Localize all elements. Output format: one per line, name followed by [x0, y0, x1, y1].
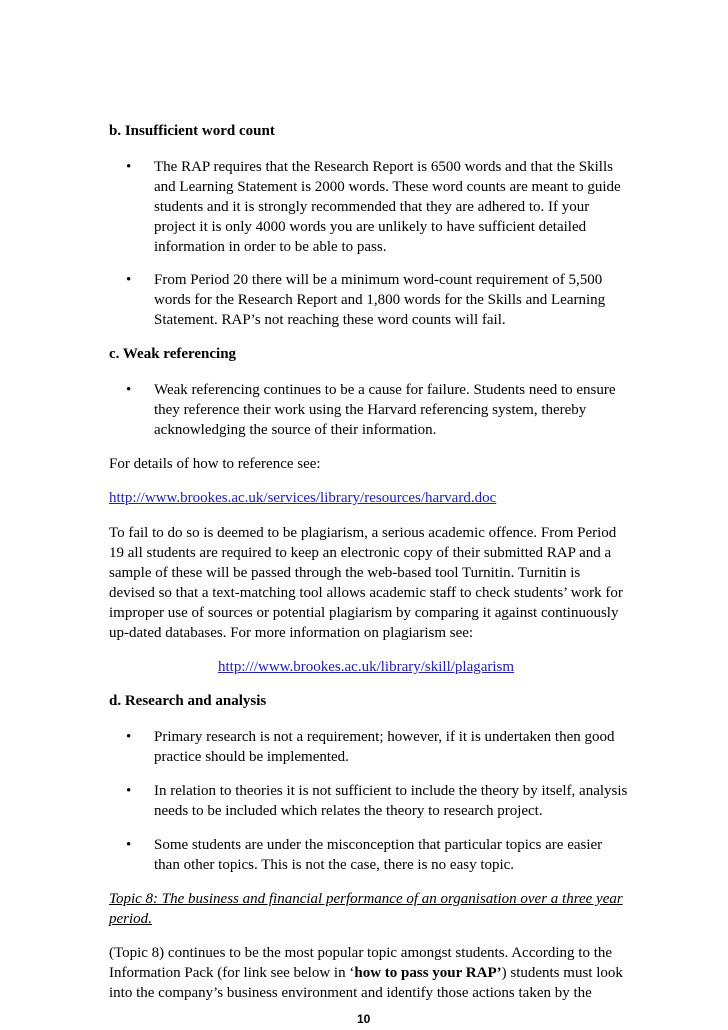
heading-weak-referencing: c. Weak referencing	[109, 346, 237, 362]
harvard-reference-link[interactable]: http://www.brookes.ac.uk/services/library/resources/harvard.doc	[109, 490, 497, 506]
plagiarism-para-line4: devised so that a text-matching tool allows academic staff to check students’ work for	[109, 585, 623, 601]
page-number: 10	[357, 1012, 371, 1026]
plagiarism-info-link[interactable]: http:///www.brookes.ac.uk/library/skill/plagarism	[218, 659, 515, 675]
bullet-marker: •	[126, 729, 132, 745]
topic-para-line2-pre: Information Pack (for link see below in ‘	[109, 965, 355, 981]
bullet-b1-line3: students and it is strongly recommended that they are adhered to. If your	[154, 199, 590, 215]
plagiarism-para-line2: 19 all students are required to keep an electronic copy of their submitted RAP and a	[109, 545, 612, 561]
plagiarism-para-line6: up-dated databases. For more information on plagiarism see:	[109, 625, 474, 641]
reference-details-text: For details of how to reference see:	[109, 456, 321, 472]
topic-para-line2	[109, 963, 623, 983]
bullet-marker: •	[126, 272, 132, 288]
bullet-b2-line1: From Period 20 there will be a minimum word-count requirement of 5,500	[154, 272, 603, 288]
bullet-d1-line1: Primary research is not a requirement; however, if it is undertaken then good	[154, 729, 615, 745]
bullet-marker: •	[126, 783, 132, 799]
bullet-b1-line1: The RAP requires that the Research Report is 6500 words and that the Skills	[154, 159, 613, 175]
bullet-d2-line2: needs to be included which relates the theory to research project.	[154, 803, 543, 819]
topic-para-line2-post: ) students must look	[501, 965, 623, 981]
bullet-c1-line1: Weak referencing continues to be a cause for failure. Students need to ensure	[154, 382, 616, 398]
topic-8-title-line2: period.	[109, 911, 152, 927]
bullet-d3-line2: than other topics. This is not the case, there is no easy topic.	[154, 857, 515, 873]
bullet-d2-line1: In relation to theories it is not sufficient to include the theory by itself, analysis	[154, 783, 628, 799]
plagiarism-para-line1: To fail to do so is deemed to be plagiarism, a serious academic offence. From Period	[109, 525, 617, 541]
bullet-marker: •	[126, 837, 132, 853]
bullet-c1-line3: acknowledging the source of their information.	[154, 422, 437, 438]
bullet-d1-line2: practice should be implemented.	[154, 749, 349, 765]
heading-insufficient-word-count: b. Insufficient word count	[109, 123, 275, 139]
bullet-b2-line3: Statement. RAP’s not reaching these word counts will fail.	[154, 312, 506, 328]
bullet-d3-line1: Some students are under the misconception that particular topics are easier	[154, 837, 603, 853]
bullet-b1-line5: information in order to be able to pass.	[154, 239, 387, 255]
heading-research-and-analysis: d. Research and analysis	[109, 693, 267, 709]
topic-8-title-line1: Topic 8: The business and financial performance of an organisation over a three year	[109, 891, 623, 907]
bullet-b2-line2: words for the Research Report and 1,800 words for the Skills and Learning	[154, 292, 606, 308]
bullet-b1-line4: project it is only 4000 words you are unlikely to have sufficient detailed	[154, 219, 587, 235]
bullet-c1-line2: they reference their work using the Harvard referencing system, thereby	[154, 402, 587, 418]
topic-para-line1: (Topic 8) continues to be the most popular topic amongst students. According to the	[109, 945, 613, 961]
plagiarism-para-line3: sample of these will be passed through the web-based tool Turnitin. Turnitin is	[109, 565, 581, 581]
bullet-marker: •	[126, 159, 132, 175]
bullet-marker: •	[126, 382, 132, 398]
plagiarism-para-line5: improper use of sources or potential plagiarism by comparing it against continuously	[109, 605, 619, 621]
how-to-pass-rap-emphasis: how to pass your RAP’	[354, 965, 502, 981]
bullet-b1-line2: and Learning Statement is 2000 words. These word counts are meant to guide	[154, 179, 621, 195]
topic-para-line3: into the company’s business environment and identify those actions taken by the	[109, 985, 592, 1001]
